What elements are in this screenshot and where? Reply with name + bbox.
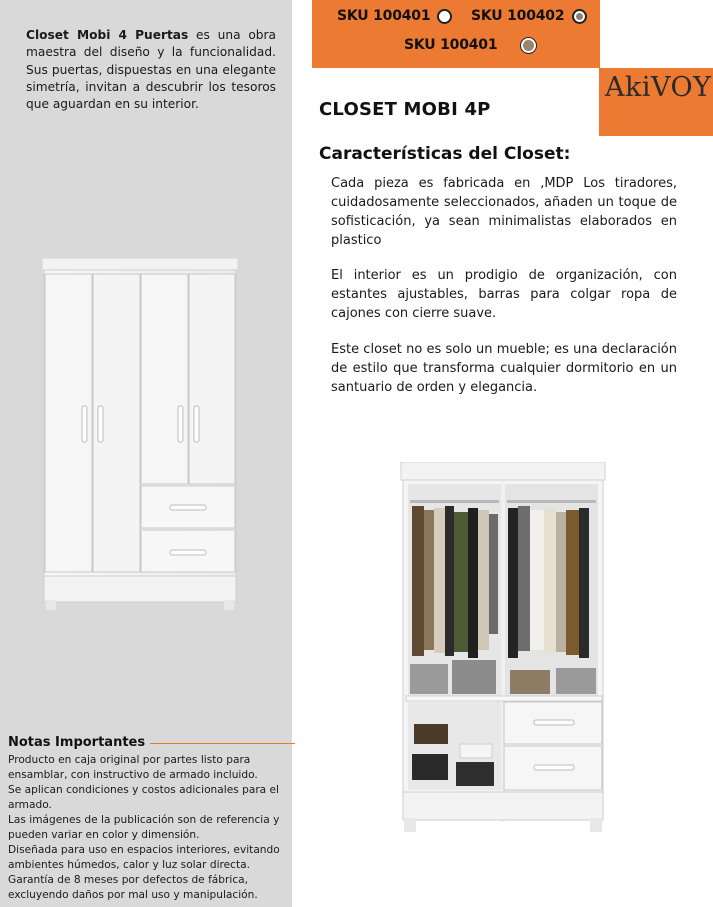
note-item: Las imágenes de la publicación son de referencia y pueden variar en color y dimensión. xyxy=(8,814,280,841)
brand-logo: AkiVOY xyxy=(605,72,712,103)
note-item: Garantía de 8 meses por defectos de fábrica, excluyendo daños por mal uso y manipulación. xyxy=(8,874,258,901)
notes-divider xyxy=(150,743,295,744)
notes-list xyxy=(8,753,290,903)
beige-swatch-icon[interactable] xyxy=(521,38,536,53)
gray-swatch-icon[interactable] xyxy=(572,9,587,24)
sku-label: SKU 100401 xyxy=(404,37,498,53)
sku-label: SKU 100402 xyxy=(471,8,565,24)
features-title: Características del Closet: xyxy=(319,144,571,164)
intro-body: es una obra maestra del diseño y la funcionalidad. Sus puertas, dispuestas en una elegante simetría, invitan a descubrir los tesoros que aguardan en su interior. xyxy=(26,28,276,112)
sku-label: SKU 100401 xyxy=(337,8,431,24)
product-title: CLOSET MOBI 4P xyxy=(319,99,491,120)
closet-closed-image xyxy=(40,258,240,618)
intro-text xyxy=(26,27,276,113)
feature-paragraph: Cada pieza es fabricada en ,MDP Los tiradores, cuidadosamente seleccionados, añaden un toque de sofisticación, ya sean minimalistas elaborados en plastico xyxy=(331,176,677,248)
note-item: Producto en caja original por partes listo para ensamblar, con instructivo de armado incluido. xyxy=(8,754,258,781)
notes-title: Notas Importantes xyxy=(8,735,146,750)
note-item: Diseñada para uso en espacios interiores, evitando ambientes húmedos, calor y luz solar directa. xyxy=(8,844,280,871)
note-item: Se aplican condiciones y costos adicionales para el armado. xyxy=(8,784,280,811)
feature-paragraph: El interior es un prodigio de organización, con estantes ajustables, barras para colgar ropa de cajones con cierre suave. xyxy=(331,268,677,321)
closet-open-image xyxy=(400,462,610,837)
white-swatch-icon[interactable] xyxy=(437,9,452,24)
feature-paragraph: Este closet no es solo un mueble; es una declaración de estilo que transforma cualquier dormitorio en un santuario de orden y elegancia. xyxy=(331,342,677,395)
intro-bold: Closet Mobi 4 Puertas xyxy=(26,28,189,42)
